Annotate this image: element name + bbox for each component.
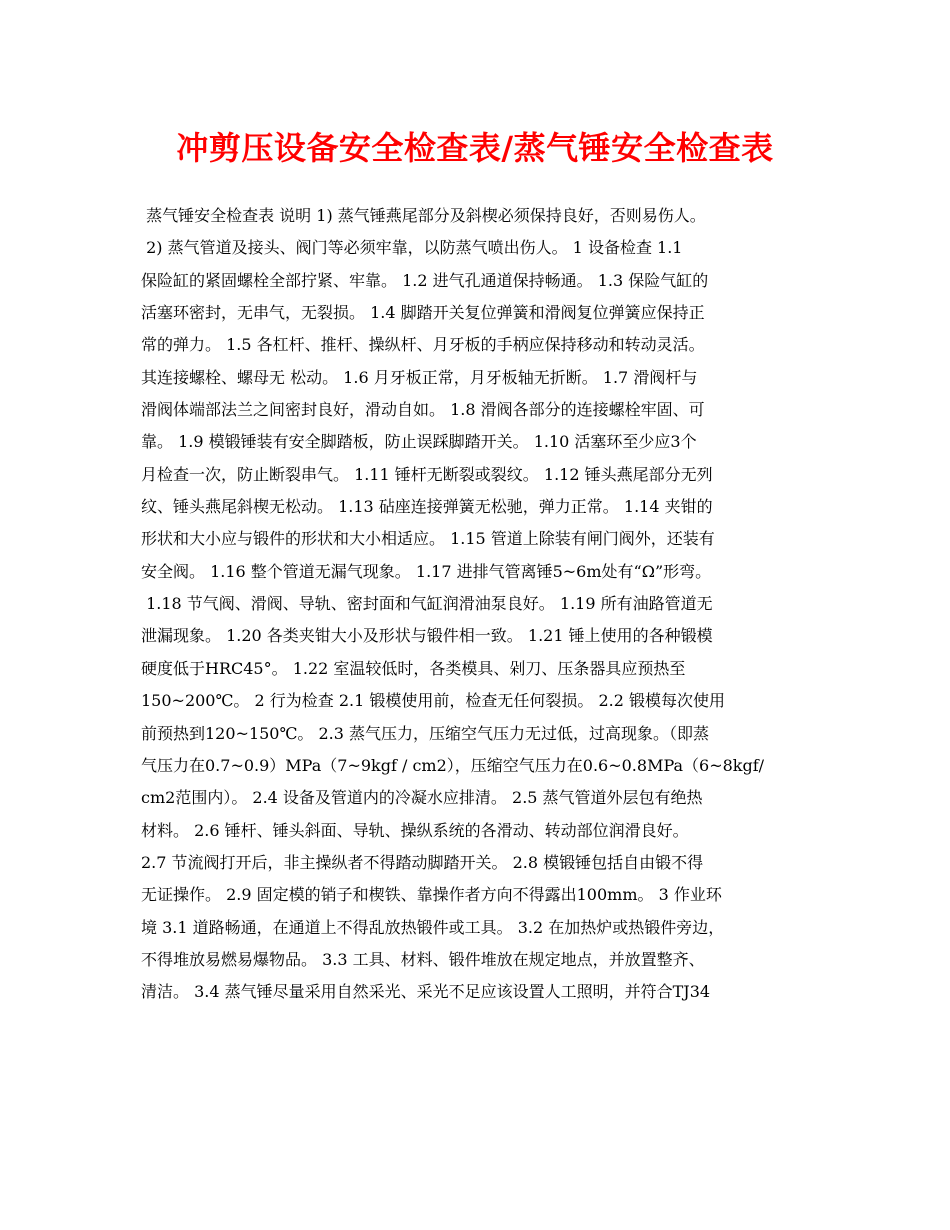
body-line: 硬度低于HRC45°。 1.22 室温较低时，各类模具、剁刀、压条器具应预热至 — [141, 658, 686, 678]
body-line: 形状和大小应与锻件的形状和大小相适应。 1.15 管道上除装有闸门阀外，还装有 — [141, 529, 715, 549]
body-line: 不得堆放易燃易爆物品。 3.3 工具、材料、锻件堆放在规定地点，并放置整齐、 — [141, 949, 705, 969]
body-line: 月检查一次，防止断裂串气。 1.11 锤杆无断裂或裂纹。 1.12 锤头燕尾部分无列 — [141, 464, 713, 484]
body-line: 靠。 1.9 模锻锤装有安全脚踏板，防止误踩脚踏开关。 1.10 活塞环至少应3个 — [141, 432, 697, 452]
body-line: 保险缸的紧固螺栓全部拧紧、牢靠。 1.2 进气孔通道保持畅通。 1.3 保险气缸的 — [141, 270, 709, 290]
document-body — [141, 200, 826, 1009]
body-line: 清洁。 3.4 蒸气锤尽量采用自然采光、采光不足应该设置人工照明，并符合TJ34 — [141, 982, 711, 1002]
body-line: 其连接螺栓、螺母无 松动。 1.6 月牙板正常，月牙板轴无折断。 1.7 滑阀杆与 — [141, 367, 698, 387]
body-line: 蒸气锤安全检查表 说明 1) 蒸气锤燕尾部分及斜楔必须保持良好，否则易伤人。 — [141, 206, 706, 225]
body-line: 2.7 节流阀打开后，非主操纵者不得踏动脚踏开关。 2.8 模锻锤包括自由锻不得 — [141, 852, 704, 872]
body-line: 150~200℃。 2 行为检查 2.1 锻模使用前，检查无任何裂损。 2.2 锻模每次使用 — [141, 691, 725, 711]
body-line: 气压力在0.7~0.9）MPa（7~9kgf / cm2），压缩空气压力在0.6~0.8MPa（6~8kgf/ — [141, 755, 765, 775]
body-line: 2) 蒸气管道及接头、阀门等必须牢靠，以防蒸气喷出伤人。 1 设备检查 1.1 — [141, 238, 683, 258]
body-line: 前预热到120~150℃。 2.3 蒸气压力，压缩空气压力无过低，过高现象。（即蒸 — [141, 723, 710, 743]
document-title: 冲剪压设备安全检查表/蒸气锤安全检查表 — [176, 129, 774, 167]
body-line: 常的弹力。 1.5 各杠杆、推杆、操纵杆、月牙板的手柄应保持移动和转动灵活。 — [141, 335, 705, 355]
body-line: 境 3.1 道路畅通，在通道上不得乱放热锻件或工具。 3.2 在加热炉或热锻件旁边， — [141, 917, 725, 937]
body-line: cm2范围内）。 2.4 设备及管道内的冷凝水应排清。 2.5 蒸气管道外层包有绝热 — [141, 788, 703, 808]
body-line: 泄漏现象。 1.20 各类夹钳大小及形状与锻件相一致。 1.21 锤上使用的各种锻模 — [141, 626, 713, 646]
body-line: 滑阀体端部法兰之间密封良好，滑动自如。 1.8 滑阀各部分的连接螺栓牢固、可 — [141, 400, 705, 420]
body-line: 材料。 2.6 锤杆、锤头斜面、导轨、操纵系统的各滑动、转动部位润滑良好。 — [141, 820, 689, 840]
body-line: 1.18 节气阀、滑阀、导轨、密封面和气缸润滑油泵良好。 1.19 所有油路管道无 — [141, 594, 713, 614]
body-line: 安全阀。 1.16 整个管道无漏气现象。 1.17 进排气管离锤5~6m处有“Ω”形弯。 — [141, 561, 712, 581]
body-line: 纹、锤头燕尾斜楔无松动。 1.13 砧座连接弹簧无松驰，弹力正常。 1.14 夹钳的 — [141, 497, 713, 517]
body-line: 无证操作。 2.9 固定模的销子和楔铁、靠操作者方向不得露出100mm。 3 作业环 — [141, 885, 722, 905]
body-line: 活塞环密封，无串气，无裂损。 1.4 脚踏开关复位弹簧和滑阀复位弹簧应保持正 — [141, 303, 705, 323]
